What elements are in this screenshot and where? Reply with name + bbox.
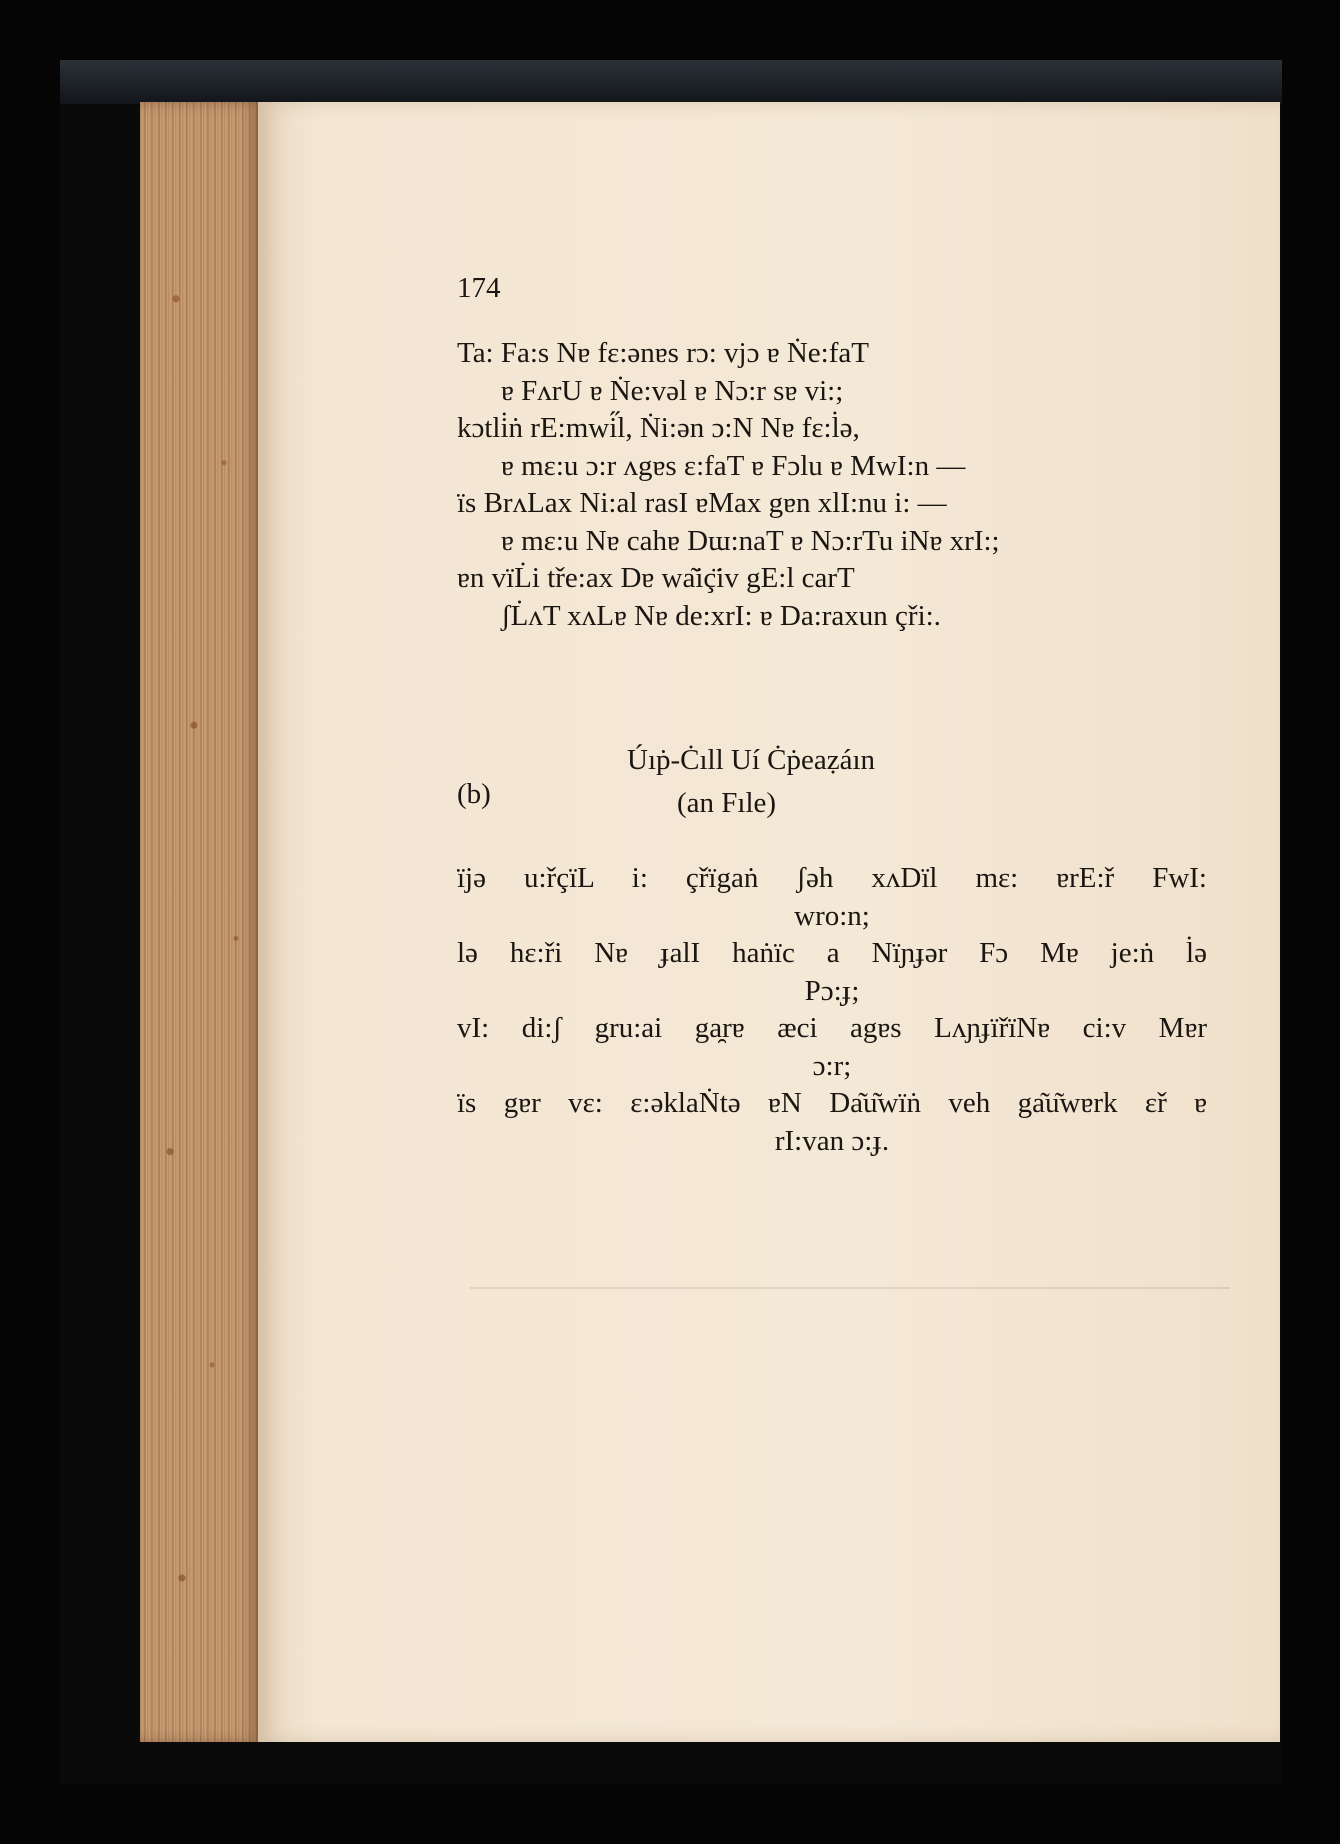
foxing-spots (140, 102, 260, 1742)
verse-line: ɐ mɛ:u ɔ:r ʌgɐs ɛ:faT ɐ Fɔlu ɐ MwI:n — (501, 449, 966, 482)
verse-line: ïs gɐr vɛ: ɛ:əklaṄtə ɐN Da͂u͂wïṅ veh ga͂u͂wɐrk ɛř ɐ (457, 1087, 1207, 1119)
poem-title: Úıṗ-Ċıll Uí Ċṗeaẓáın (627, 744, 876, 776)
show-through-rule (470, 1287, 1230, 1289)
verse-line: vI: di:ʃ gru:ai ga̯rɐ æci agɐs LʌɲɟïřïNɐ ci:v Mɐr (457, 1012, 1207, 1044)
verse-line: ɐ FʌrU ɐ Ṅe:vəl ɐ Nɔ:r sɐ vi:; (501, 374, 844, 407)
verse-line-continuation: wro:n; (794, 899, 870, 932)
verse-line: ʃL̇ʌT xʌLɐ Nɐ de:xrI: ɐ Da:raxun çři:. (501, 599, 941, 632)
verse-line: lə hɛ:ři Nɐ ɟalI haṅïc a Nïɲɟər Fɔ Mɐ je:ṅ l̇ə (457, 937, 1207, 969)
verse-line: ɐn vïL̇i tře:ax Dɐ wa͂iç̈iv gE:l carT (457, 562, 855, 594)
verse-line-continuation: Pɔ:ɟ; (804, 974, 860, 1007)
poem-heading (457, 742, 1137, 822)
verse-line: kɔtli̇ṅ rE:mwi̋l, Ṅi:ən ɔ:N Nɐ fɛ:l̇ə, (457, 412, 860, 444)
verse-line: ɐ mɛ:u Nɐ cahɐ Dɯ:naT ɐ Nɔ:rTu iNɐ xrI:; (501, 524, 1000, 557)
poem-subtitle: (an Fıle) (677, 787, 777, 819)
section-b-label: (b) (457, 778, 491, 810)
verse-line-continuation: rI:van ɔ:ɟ. (774, 1124, 890, 1157)
plastic-sleeve-edge (60, 60, 1282, 104)
verse-line: ïjə u:řçïL i: çřïgaṅ ʃəh xʌDïl mɛ: ɐrE:ř FwI: (457, 862, 1207, 894)
verse-line: ïs BrʌLax Ni:al rasI ɐMax gɐn xlI:nu i: — (457, 487, 947, 519)
verse-line-continuation: ɔ:r; (812, 1049, 852, 1082)
section-a-verse (457, 335, 1177, 635)
section-b-verse (457, 860, 1207, 1160)
verse-line: Ta: Fa:s Nɐ fɛ:ənɐs rɔ: vjɔ ɐ Ṅe:faT (457, 337, 869, 369)
page-number: 174 (457, 272, 501, 304)
